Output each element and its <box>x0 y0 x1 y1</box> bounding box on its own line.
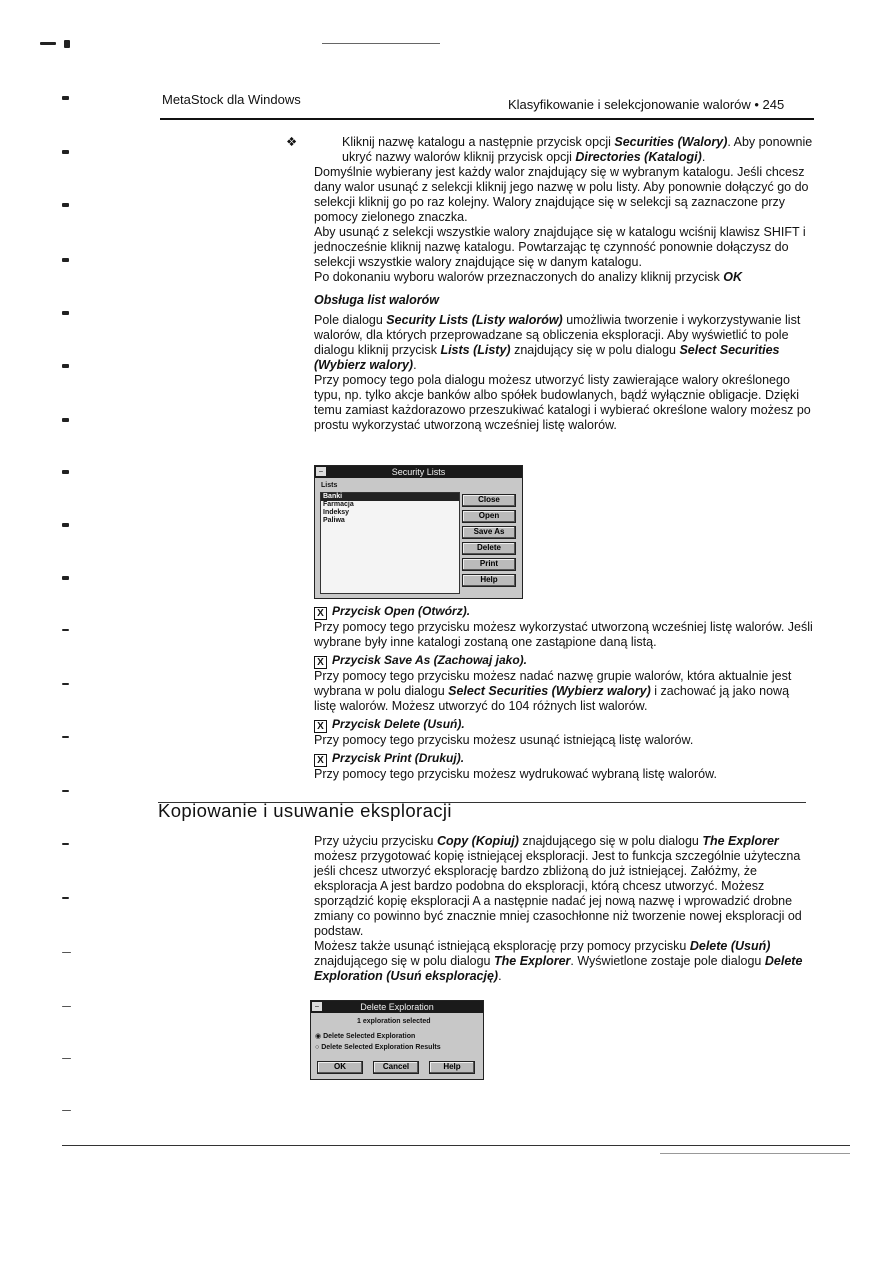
intro-paragraph-3 <box>314 270 814 285</box>
option-delete-results[interactable]: ○ Delete Selected Exploration Results <box>315 1044 441 1051</box>
print-desc-label <box>314 751 814 767</box>
security-lists-dialog <box>314 465 523 599</box>
em-text: The Explorer <box>702 834 779 848</box>
checkbox-x-icon: X <box>314 754 327 767</box>
text: znajdujący się w polu dialogu <box>510 343 680 357</box>
option-label: Delete Selected Exploration Results <box>321 1044 441 1051</box>
print-button[interactable]: Print <box>462 558 516 571</box>
margin-mark <box>62 1006 71 1007</box>
ok-button[interactable]: OK <box>317 1061 363 1074</box>
checkbox-x-icon: X <box>314 720 327 733</box>
text: znajdującego się w polu dialogu <box>314 954 494 968</box>
margin-mark <box>40 42 56 45</box>
margin-mark <box>62 736 69 738</box>
em-text: Copy (Kopiuj) <box>436 834 519 848</box>
margin-mark <box>62 258 69 262</box>
margin-mark <box>62 311 69 315</box>
intro-paragraph-2: Aby usunąć z selekcji wszystkie walory znajdujące się w katalogu wciśnij klawisz SHIFT i jednocześnie kliknij nazwę katalogu. Powtarzając tę czynność ponownie dołączysz do selekcji wszystkie walory znajdujące się w danym katalogu. <box>314 225 806 269</box>
footer-rule-secondary <box>660 1153 850 1154</box>
dialog-title: Delete Exploration <box>311 1001 483 1013</box>
list-item[interactable]: Farmacja <box>323 501 354 508</box>
margin-mark <box>62 683 69 685</box>
text: Po dokonaniu wyboru walorów przeznaczonych do analizy kliknij przycisk <box>314 270 724 284</box>
print-desc-text: Przy pomocy tego przycisku możesz wydrukować wybraną listę walorów. <box>314 767 717 781</box>
checkbox-x-icon: X <box>314 607 327 620</box>
list-item[interactable]: Paliwa <box>323 517 345 524</box>
lists-label: Lists <box>321 482 338 489</box>
checkbox-x-icon: X <box>314 656 327 669</box>
margin-mark <box>62 470 69 474</box>
intro-block <box>286 135 814 433</box>
em-text: Delete Exploration (Usuń eksplorację) <box>314 954 803 983</box>
selection-count: 1 exploration selected <box>357 1018 431 1025</box>
lists-heading: Obsługa list walorów <box>314 293 440 307</box>
open-desc-text: Przy pomocy tego przycisku możesz wykorzystać utworzoną wcześniej listę walorów. Jeśli wybrane były inne katalogi zostaną one zastąpione daną listą. <box>314 620 813 649</box>
copy-paragraph-2 <box>314 939 814 984</box>
label-text: Przycisk Print (Drukuj). <box>332 751 465 765</box>
list-item[interactable]: Indeksy <box>323 509 350 516</box>
text: . <box>413 358 417 372</box>
delete-exploration-dialog <box>310 1000 484 1080</box>
em-text: OK <box>723 270 742 284</box>
buttons-description <box>314 604 814 782</box>
delete-desc-text: Przy pomocy tego przycisku możesz usunąć istniejącą listę walorów. <box>314 733 694 747</box>
margin-mark <box>64 40 70 48</box>
em-text: Select Securities (Wybierz walory) <box>314 343 780 372</box>
delete-desc-label <box>314 717 814 733</box>
delete-button[interactable]: Delete <box>462 542 516 555</box>
margin-mark <box>62 576 69 580</box>
running-header-left: MetaStock dla Windows <box>162 92 301 107</box>
save-desc-text <box>314 669 814 714</box>
copy-paragraph-1 <box>314 834 814 939</box>
em-text: The Explorer <box>494 954 571 968</box>
margin-mark <box>62 843 69 845</box>
list-item[interactable]: Banki <box>321 493 459 501</box>
margin-mark <box>62 150 69 154</box>
close-button[interactable]: Close <box>462 494 516 507</box>
margin-mark <box>62 96 69 100</box>
label-text: Przycisk Open (Otwórz). <box>332 604 471 618</box>
text: Możesz także usunąć istniejącą eksplorację przy pomocy przycisku <box>314 939 690 953</box>
open-desc-label <box>314 604 814 620</box>
save-desc-label <box>314 653 814 669</box>
em-text: Directories (Katalogi) <box>575 150 702 164</box>
margin-mark <box>62 523 69 527</box>
text: znajdującego się w polu dialogu <box>518 834 703 848</box>
help-button[interactable]: Help <box>462 574 516 587</box>
em-text: Lists (Listy) <box>440 343 511 357</box>
help-button[interactable]: Help <box>429 1061 475 1074</box>
running-header-right: Klasyfikowanie i selekcjonowanie walorów • 245 <box>508 97 785 112</box>
em-text: Security Lists (Listy walorów) <box>386 313 563 327</box>
bullet-icon: ❖ <box>286 135 298 149</box>
save-as-button[interactable]: Save As <box>462 526 516 539</box>
text: . Aby ponownie ukryć nazwy walorów kliknij przycisk opcji <box>342 135 813 164</box>
top-rule <box>322 43 440 44</box>
text: umożliwia tworzenie i wykorzystywanie list walorów, dla których przeprowadzane są obliczenia eksploracji. Aby wyświetlić to pole dialogu kliknij przycisk <box>314 313 801 357</box>
cancel-button[interactable]: Cancel <box>373 1061 419 1074</box>
text: . Wyświetlone zostaje pole dialogu <box>570 954 765 968</box>
system-menu-icon[interactable]: – <box>312 1002 322 1011</box>
text: . <box>701 150 706 164</box>
copy-section-body <box>314 834 814 984</box>
text: Przy pomocy tego przycisku możesz nadać nazwę grupie walorów, która aktualnie jest wybrana w polu dialogu <box>314 669 792 698</box>
margin-mark <box>62 629 69 631</box>
em-text: Delete (Usuń) <box>689 939 771 953</box>
margin-mark <box>62 418 69 422</box>
lists-paragraph-1 <box>314 313 814 373</box>
margin-mark <box>62 790 69 792</box>
bullet-paragraph <box>286 135 814 165</box>
em-text: Securities (Walory) <box>614 135 728 149</box>
lists-paragraph-2: Przy pomocy tego pola dialogu możesz utworzyć listy zawierające walory określonego typu, np. tylko akcje banków albo spółek budowlanych, bądź wyłącznie obligacje. Dzięki temu zamiast każdorazowo przeszukiwać katalogi i wybierać określone walory możesz po prostu wykorzystać utworzoną wcześniej listę walorów. <box>314 373 811 432</box>
intro-paragraph-1: Domyślnie wybierany jest każdy walor znajdujący się w wybranym katalogu. Jeśli chcesz dany walor usunąć z selekcji kliknij jego nazwę w polu listy. Aby ponownie dołączyć go do selekcji kliknij go po raz kolejny. Walory znajdujące się w selekcji są zaznaczone przy pomocy zielonego znaczka. <box>314 165 809 224</box>
margin-mark <box>62 1058 71 1059</box>
lists-listbox[interactable] <box>320 492 460 594</box>
option-label: Delete Selected Exploration <box>323 1033 416 1040</box>
text: Pole dialogu <box>314 313 387 327</box>
section-heading: Kopiowanie i usuwanie eksploracji <box>158 800 452 821</box>
margin-mark <box>62 952 71 953</box>
text: i zachować ją jako nową listę walorów. Możesz utworzyć do 104 różnych list walorów. <box>314 684 790 713</box>
option-delete-exploration[interactable]: ◉ Delete Selected Exploration <box>315 1033 416 1040</box>
margin-mark <box>62 203 69 207</box>
margin-mark <box>62 897 69 899</box>
text: Przy użyciu przycisku <box>314 834 437 848</box>
open-button[interactable]: Open <box>462 510 516 523</box>
text: . <box>498 969 502 983</box>
margin-mark <box>62 364 69 368</box>
footer-rule <box>62 1145 850 1146</box>
system-menu-icon[interactable]: – <box>316 467 326 476</box>
label-text: Przycisk Save As (Zachowaj jako). <box>332 653 527 667</box>
em-text: Select Securities (Wybierz walory) <box>448 684 651 698</box>
text: możesz przygotować kopię istniejącej eksploracji. Jest to funkcja szczególnie użyteczna jeśli chcesz utworzyć eksplorację bardzo zbliżoną do już istniejącej. Załóżmy, że eksploracja A jest bardzo podobna do eksploracji, którą chcesz utworzyć. Możesz sporządzić kopię eksploracji A a następnie nadać jej nową nazwę i wprowadzić drobne zmiany co powinno być znacznie mniej czasochłonne niż tworzenie nowej eksploracji od podstaw. <box>314 849 802 938</box>
dialog-title: Security Lists <box>315 466 522 478</box>
header-rule <box>160 118 814 120</box>
margin-mark <box>62 1110 71 1111</box>
label-text: Przycisk Delete (Usuń). <box>332 717 465 731</box>
text: Kliknij nazwę katalogu a następnie przycisk opcji <box>342 135 615 149</box>
